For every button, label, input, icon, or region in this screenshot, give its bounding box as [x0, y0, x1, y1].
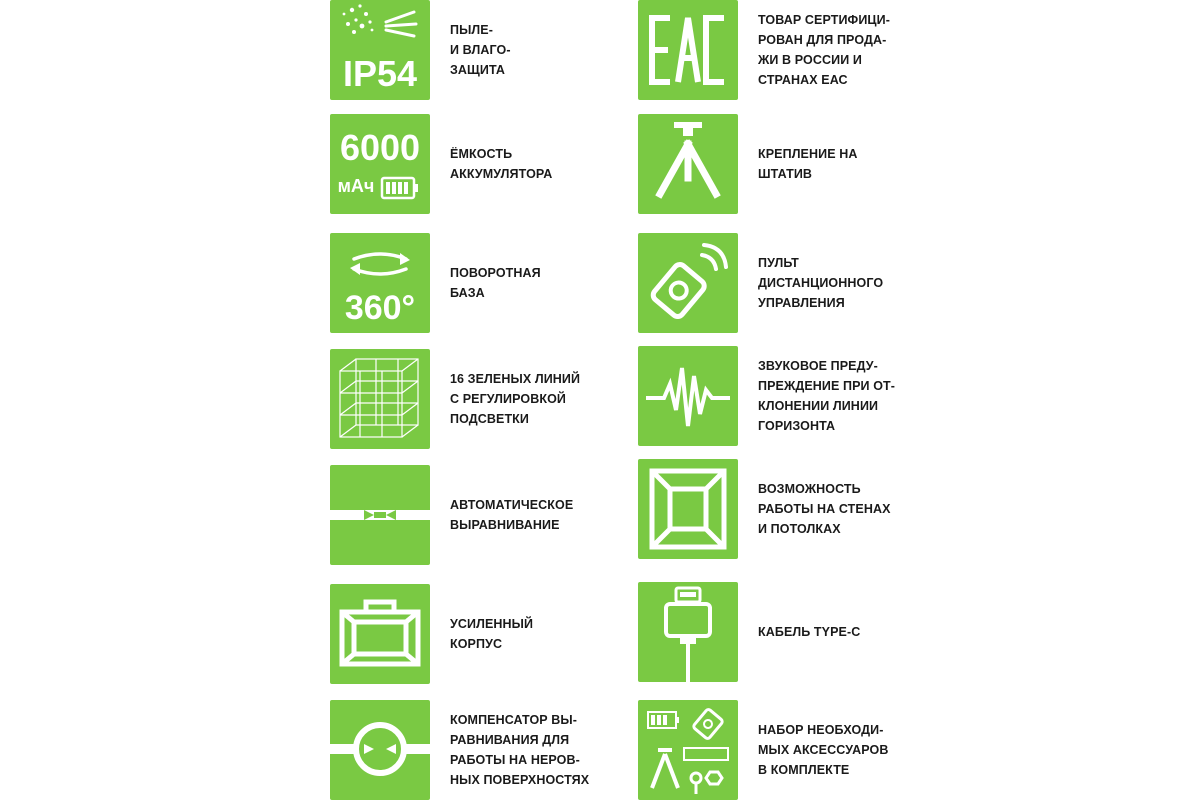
auto-level-icon [330, 465, 430, 565]
room-perspective-icon [638, 459, 738, 559]
remote-control-icon [638, 233, 738, 333]
usb-cable-icon [638, 582, 738, 682]
label-line: КОМПЕНСАТОР ВЫ- [450, 713, 578, 727]
feature-label [450, 349, 625, 449]
feature-cable [638, 582, 938, 682]
label-line: ПУЛЬТ [758, 256, 799, 270]
label-line: КОРПУС [450, 637, 503, 651]
label-line: АВТОМАТИЧЕСКОЕ [450, 498, 574, 512]
feature-walls [638, 459, 938, 559]
label-line: ПЫЛЕ- [450, 23, 493, 37]
label-line: РАБОТЫ НА СТЕНАХ [758, 502, 891, 516]
label-line: РОВАН ДЛЯ ПРОДА- [758, 33, 887, 47]
feature-ip54 [330, 0, 630, 100]
label-line: ТОВАР СЕРТИФИЦИ- [758, 13, 890, 27]
label-line: С РЕГУЛИРОВКОЙ [450, 392, 566, 406]
sound-wave-icon [638, 346, 738, 446]
label-line: И ПОТОЛКАХ [758, 522, 841, 536]
label-line: УПРАВЛЕНИЯ [758, 296, 845, 310]
label-line: ЖИ В РОССИИ И [758, 53, 862, 67]
feature-label [758, 0, 933, 100]
tripod-icon [638, 114, 738, 214]
feature-compensator [330, 700, 630, 800]
label-line: ВОЗМОЖНОСТЬ [758, 482, 861, 496]
label-line: В КОМПЛЕКТЕ [758, 763, 850, 777]
feature-rotation [330, 233, 630, 333]
feature-label [758, 582, 933, 682]
feature-eac [638, 0, 938, 100]
label-line: РАБОТЫ НА НЕРОВ- [450, 753, 580, 767]
feature-lines [330, 349, 630, 449]
laser-cube-icon [330, 349, 430, 449]
label-line: 16 ЗЕЛЕНЫХ ЛИНИЙ [450, 372, 581, 386]
feature-battery [330, 114, 630, 214]
label-line: РАВНИВАНИЯ ДЛЯ [450, 733, 570, 747]
feature-alarm [638, 346, 938, 446]
feature-label [450, 700, 625, 800]
label-line: И ВЛАГО- [450, 43, 511, 57]
battery-unit: мАч [337, 176, 375, 196]
label-line: ДИСТАНЦИОННОГО [758, 276, 884, 290]
feature-label [758, 459, 933, 559]
compensator-icon [330, 700, 430, 800]
feature-label [758, 346, 933, 446]
label-line: ПОДСВЕТКИ [450, 412, 529, 426]
label-line: ПРЕЖДЕНИЕ ПРИ ОТ- [758, 379, 896, 393]
label-line: ПОВОРОТНАЯ [450, 266, 541, 280]
rotation-arrows-icon [330, 233, 430, 333]
feature-tripod [638, 114, 938, 214]
label-line: НЫХ ПОВЕРХНОСТЯХ [450, 773, 590, 787]
label-line: СТРАНАХ ЕАС [758, 73, 848, 87]
label-line: ВЫРАВНИВАНИЕ [450, 518, 560, 532]
feature-label [450, 0, 625, 100]
label-line: АККУМУЛЯТОРА [450, 167, 553, 181]
label-line: ЁМКОСТЬ [450, 147, 513, 161]
spray-icon [330, 0, 430, 100]
feature-label [450, 584, 625, 684]
feature-label [450, 114, 625, 214]
feature-label [758, 233, 933, 333]
feature-remote [638, 233, 938, 333]
feature-autolevel [330, 465, 630, 565]
label-line: КАБЕЛЬ TYPE-C [758, 625, 861, 639]
label-line: ШТАТИВ [758, 167, 813, 181]
battery-icon [330, 114, 430, 214]
feature-case [330, 584, 630, 684]
label-line: БАЗА [450, 286, 485, 300]
label-line: ЗВУКОВОЕ ПРЕДУ- [758, 359, 878, 373]
label-line: МЫХ АКСЕССУАРОВ [758, 743, 889, 757]
label-line: УСИЛЕННЫЙ [450, 617, 534, 631]
feature-label [758, 700, 933, 800]
label-line: КРЕПЛЕНИЕ НА [758, 147, 858, 161]
case-icon [330, 584, 430, 684]
ip54-label: IP54 [342, 53, 418, 94]
accessories-kit-icon [638, 700, 738, 800]
rotation-angle: 360° [344, 289, 416, 327]
feature-label [450, 233, 625, 333]
feature-kit [638, 700, 938, 800]
label-line: НАБОР НЕОБХОДИ- [758, 723, 884, 737]
label-line: ГОРИЗОНТА [758, 419, 836, 433]
battery-capacity: 6000 [339, 127, 421, 168]
feature-label [450, 465, 625, 565]
label-line: КЛОНЕНИИ ЛИНИИ [758, 399, 879, 413]
feature-label [758, 114, 933, 214]
eac-mark-icon [638, 0, 738, 100]
label-line: ЗАЩИТА [450, 63, 506, 77]
